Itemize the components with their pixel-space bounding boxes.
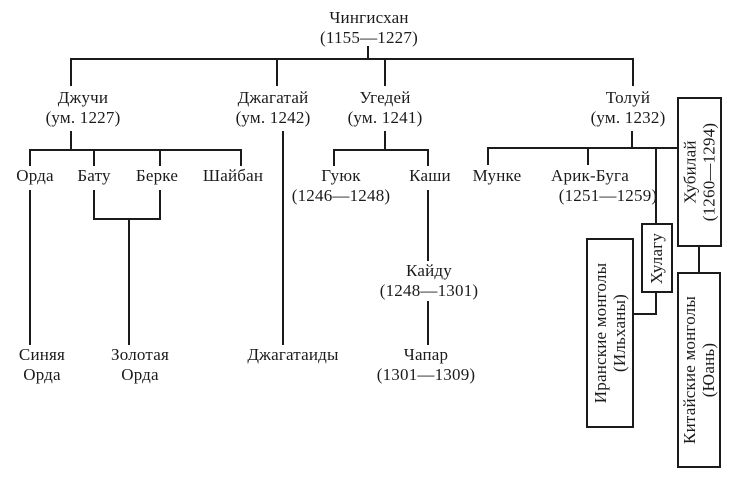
person-name: Мунке (472, 166, 522, 185)
group-name: Джагатаиды (247, 345, 339, 364)
connector-line (698, 247, 700, 272)
person-name: Толуй (605, 88, 651, 107)
person-name: Кайду (406, 261, 452, 280)
connector-line (282, 131, 284, 345)
node-jagatai (236, 88, 311, 128)
person-name: Шайбан (202, 166, 264, 185)
node-arik-buga (541, 166, 658, 206)
person-name: Берке (135, 166, 179, 185)
person-name: Каши (409, 166, 451, 185)
connector-line (93, 218, 161, 220)
connector-line (159, 190, 161, 220)
group-name-line1: Золотая (111, 345, 169, 364)
node-berke (136, 166, 178, 186)
connector-line (427, 190, 429, 261)
connector-line (29, 149, 242, 151)
connector-line (632, 58, 634, 86)
person-dates: (ум. 1242) (235, 108, 311, 127)
person-dates: (1248—1301) (379, 281, 479, 300)
node-juchi (46, 88, 121, 128)
connector-line (29, 190, 31, 345)
person-dates: (ум. 1227) (45, 108, 121, 127)
node-munke (473, 166, 522, 186)
group-name-line1: Китайские монголы (680, 296, 699, 444)
person-dates: (ум. 1241) (347, 108, 423, 127)
person-dates: (ум. 1232) (590, 108, 666, 127)
connector-line (655, 147, 657, 223)
connector-line (159, 149, 161, 166)
node-chingiskhan (320, 8, 418, 48)
person-dates: (1251—1259) (558, 186, 658, 205)
person-name: Бату (77, 166, 111, 185)
person-dates: (1260—1294) (699, 122, 719, 222)
person-dates: (1246—1248) (291, 186, 391, 205)
person-name: Хулагу (647, 232, 667, 284)
connector-line (128, 218, 130, 345)
connector-line (240, 149, 242, 166)
khubilai-box (677, 97, 722, 247)
group-name-line2: Орда (23, 365, 61, 384)
china-mongols-box (677, 272, 721, 468)
node-tolui (591, 88, 666, 128)
person-name: Чапар (403, 345, 449, 364)
person-dates: (1155—1227) (320, 28, 418, 47)
person-name: Хубилай (680, 140, 700, 204)
node-orda (16, 166, 54, 186)
connector-line (333, 149, 335, 166)
connector-line (634, 313, 657, 315)
connector-line (655, 292, 657, 315)
connector-line (333, 149, 429, 151)
node-guyuk (292, 166, 391, 206)
connector-line (427, 301, 429, 345)
connector-line (93, 149, 95, 166)
connector-line (384, 131, 386, 149)
connector-line (70, 131, 72, 149)
connector-line (276, 58, 278, 86)
group-name-line2: Орда (121, 365, 159, 384)
person-name: Чингисхан (329, 8, 409, 27)
connector-line (427, 149, 429, 166)
node-shaiban (203, 166, 263, 186)
connector-line (631, 131, 633, 147)
node-kaidu (380, 261, 479, 301)
group-name-line2: (Юань) (699, 342, 718, 398)
connector-line (487, 147, 489, 165)
group-name-line2: (Ильханы) (610, 294, 629, 372)
person-name: Гуюк (321, 166, 361, 185)
connector-line (29, 149, 31, 166)
node-sinyaya-orda (19, 345, 65, 385)
person-name: Арик-Буга (551, 166, 629, 185)
node-jagataidy (247, 345, 338, 365)
connector-line (587, 147, 589, 165)
node-ugedei (348, 88, 423, 128)
connector-line (70, 58, 634, 60)
node-zolotaya-orda (111, 345, 169, 385)
person-name: Джагатай (237, 88, 309, 107)
person-name: Угедей (359, 88, 411, 107)
connector-line (70, 58, 72, 86)
group-name-line1: Синяя (18, 345, 66, 364)
node-batu (77, 166, 110, 186)
group-name-line1: Иранские монголы (591, 262, 610, 404)
person-dates: (1301—1309) (376, 365, 476, 384)
connector-line (384, 58, 386, 86)
connector-line (487, 147, 677, 149)
iran-mongols-box (586, 238, 634, 428)
node-chapar (377, 345, 476, 385)
node-kashi (409, 166, 451, 186)
person-name: Джучи (57, 88, 109, 107)
connector-line (93, 190, 95, 220)
khulagu-box (641, 223, 673, 293)
person-name: Орда (16, 166, 54, 185)
